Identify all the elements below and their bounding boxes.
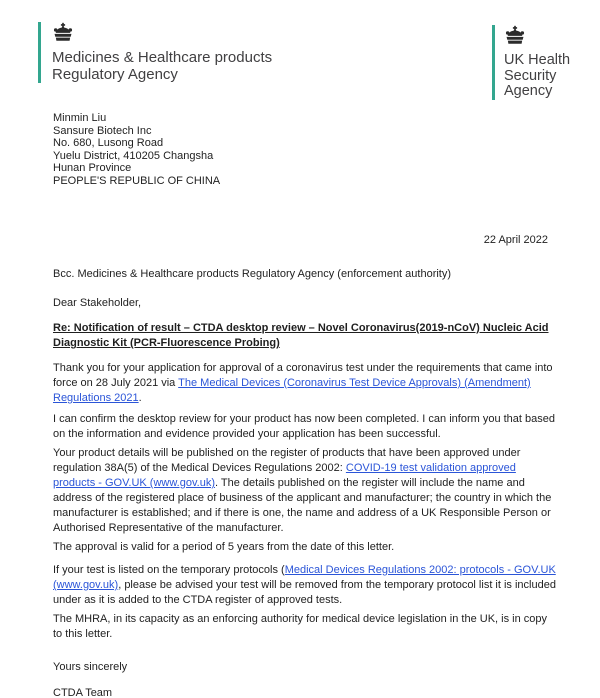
recipient-address <box>53 112 558 187</box>
paragraph-mhra-copy: The MHRA, in its capacity as an enforcing authority for medical device legislation in the UK, is in copy to this letter. <box>53 613 548 640</box>
letter-content <box>53 112 558 698</box>
paragraph-validity: The approval is valid for a period of 5 years from the date of this letter. <box>53 541 395 553</box>
signature: CTDA Team <box>53 687 113 698</box>
salutation: Dear Stakeholder, <box>53 297 142 309</box>
paragraph-text: Thank you for your application for approval of a coronavirus test under the requirements that came into force on 28 July 2021 via <box>53 362 553 389</box>
mhra-logo <box>38 22 272 83</box>
recipient-line: PEOPLE'S REPUBLIC OF CHINA <box>53 174 221 187</box>
approved-products-link[interactable]: COVID-19 test validation approved products - GOV.UK (www.gov.uk) <box>53 462 516 489</box>
letter-date: 22 April 2022 <box>483 234 548 246</box>
recipient-line: Minmin Liu <box>53 112 107 124</box>
crown-icon <box>52 22 272 47</box>
paragraph-text: , please be advised your test will be removed from the temporary protocol list it is included under as it is added to the CTDA register of approved tests. <box>53 579 556 606</box>
ukhsa-logo <box>492 25 584 100</box>
ukhsa-logo-line3: Agency <box>504 83 553 99</box>
mhra-logo-line1: Medicines & Healthcare products <box>52 49 273 66</box>
ukhsa-logo-line1: UK Health <box>504 52 571 68</box>
recipient-line: Yuelu District, 410205 Changsha <box>53 149 214 162</box>
paragraph-register <box>53 446 558 536</box>
recipient-line: Sansure Biotech Inc <box>53 124 152 137</box>
paragraph-text: . <box>138 392 142 404</box>
mhra-logo-line2: Regulatory Agency <box>52 65 178 83</box>
recipient-line: Hunan Province <box>53 162 132 174</box>
paragraph-text: If your test is listed on the temporary protocols ( <box>53 564 285 576</box>
regulations-2021-link[interactable]: The Medical Devices (Coronavirus Test Device Approvals) (Amendment) Regulations 2021 <box>53 377 531 404</box>
subject-line: Re: Notification of result – CTDA desktop review – Novel Coronavirus(2019-nCoV) Nucleic Acid Diagnostic Kit (PCR-Fluorescence Probing) <box>53 322 549 349</box>
crown-icon <box>504 25 584 50</box>
paragraph-text: . The details published on the register will include the name and address of the registered place of business of the applicant and manufacturer; the country in which the manufacturer is established; and if there is one, the name and address of a UK Responsible Person or Authorised Representative of the manufacturer. <box>53 477 552 534</box>
protocols-link[interactable]: Medical Devices Regulations 2002: protocols - GOV.UK (www.gov.uk) <box>53 564 556 591</box>
paragraph-confirmation: I can confirm the desktop review for your product has now been completed. I can inform you that based on the information and evidence provided your application has been successful. <box>53 413 555 440</box>
bcc-line: Bcc. Medicines & Healthcare products Regulatory Agency (enforcement authority) <box>53 268 452 280</box>
paragraph-application <box>53 361 558 406</box>
closing: Yours sincerely <box>53 661 128 673</box>
paragraph-temporary-protocols <box>53 563 558 608</box>
ukhsa-logo-line2: Security <box>504 67 557 84</box>
recipient-line: No. 680, Lusong Road <box>53 137 164 149</box>
paragraph-text: Your product details will be published on the register of products that have been approved under regulation 38A(5) of the Medical Devices Regulations 2002: <box>53 447 521 474</box>
